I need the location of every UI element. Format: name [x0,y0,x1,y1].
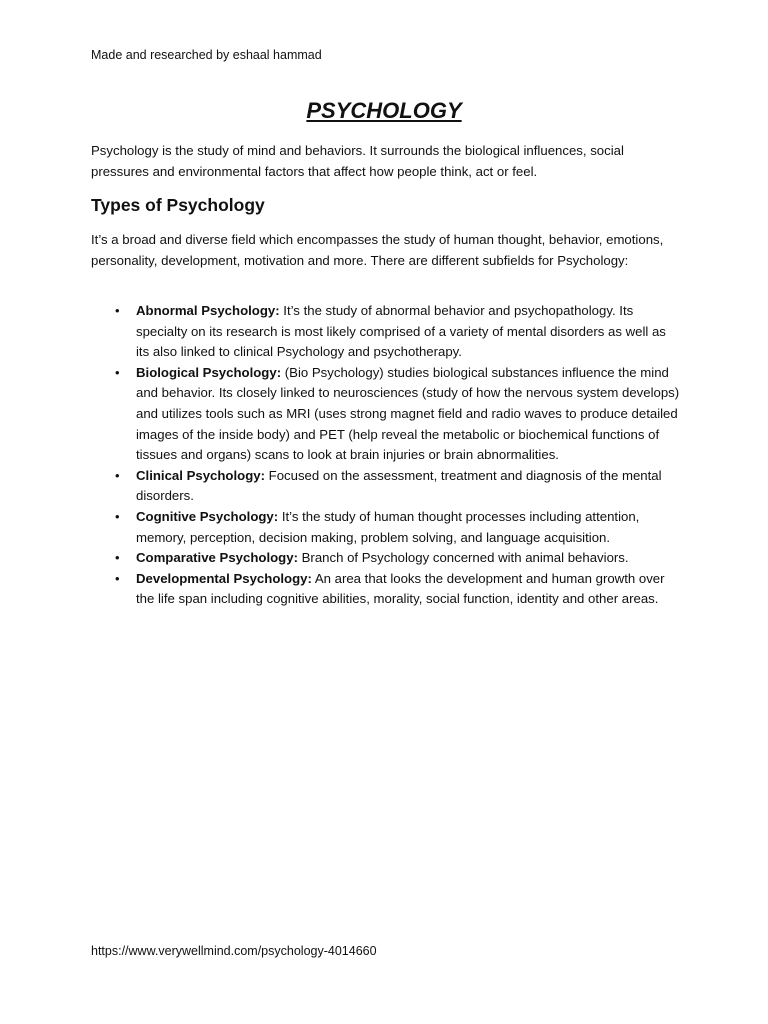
subfield-cognitive-psychology [91,507,681,548]
subfield-comparative-psychology [91,548,681,569]
section-intro-paragraph: It’s a broad and diverse field which encompasses the study of human thought, behavior, emotions, personality, development, motivation and more. There are different subfields for Psychology: [91,232,664,268]
subfield-description: An area that looks the development and human growth over the life span including cognitive abilities, morality, social function, identity and other areas. [136,570,665,607]
subfield-description: It’s the study of human thought processes including attention, memory, perception, decision making, problem solving, and language acquisition. [136,508,640,545]
bullet-icon: • [115,508,120,524]
section-heading: Types of Psychology [91,195,265,215]
document-title: PSYCHOLOGY [306,98,462,123]
bullet-icon: • [115,303,120,318]
source-link[interactable]: https://www.verywellmind.com/psychology-4014660 [91,944,377,958]
subfield-description: Branch of Psychology concerned with animal behaviors. [297,550,629,566]
subfield-biological-psychology [91,363,681,466]
subfield-name: Abnormal Psychology: [136,303,280,318]
subfield-abnormal-psychology [91,301,681,363]
intro-paragraph: Psychology is the study of mind and behaviors. It surrounds the biological influences, social pressures and environmental factors that affect how people think, act or feel. [91,143,624,179]
bullet-icon: • [115,364,120,380]
subfield-name: Cognitive Psychology: [136,508,279,524]
bullet-icon: • [115,570,120,586]
subfield-name: Biological Psychology: [136,364,282,380]
bullet-icon: • [115,467,120,483]
subfield-description: It’s the study of abnormal behavior and psychopathology. Its specialty on its research is most likely comprised of a variety of mental disorders as well as its also linked to clinical Psychology and psychotherapy. [136,303,666,360]
subfield-name: Clinical Psychology: [136,467,265,483]
subfield-developmental-psychology [91,569,681,610]
subfield-clinical-psychology [91,466,681,507]
author-note: Made and researched by eshaal hammad [91,48,322,62]
subfield-name: Comparative Psychology: [136,550,298,566]
bullet-icon: • [115,550,120,566]
subfield-name: Developmental Psychology: [136,570,312,586]
subfield-description: (Bio Psychology) studies biological substances influence the mind and behavior. Its closely linked to neurosciences (study of how the nervous system develops) and utilizes tools such as MRI (uses strong magnet field and radio waves to produce detailed images of the inside body) and PET (help reveal the metabolic or biochemical functions of tissues and organs) scans to look at brain injuries or brain abnormalities. [136,364,680,463]
subfield-description: Focused on the assessment, treatment and diagnosis of the mental disorders. [136,467,662,504]
subfields-list [91,301,681,610]
